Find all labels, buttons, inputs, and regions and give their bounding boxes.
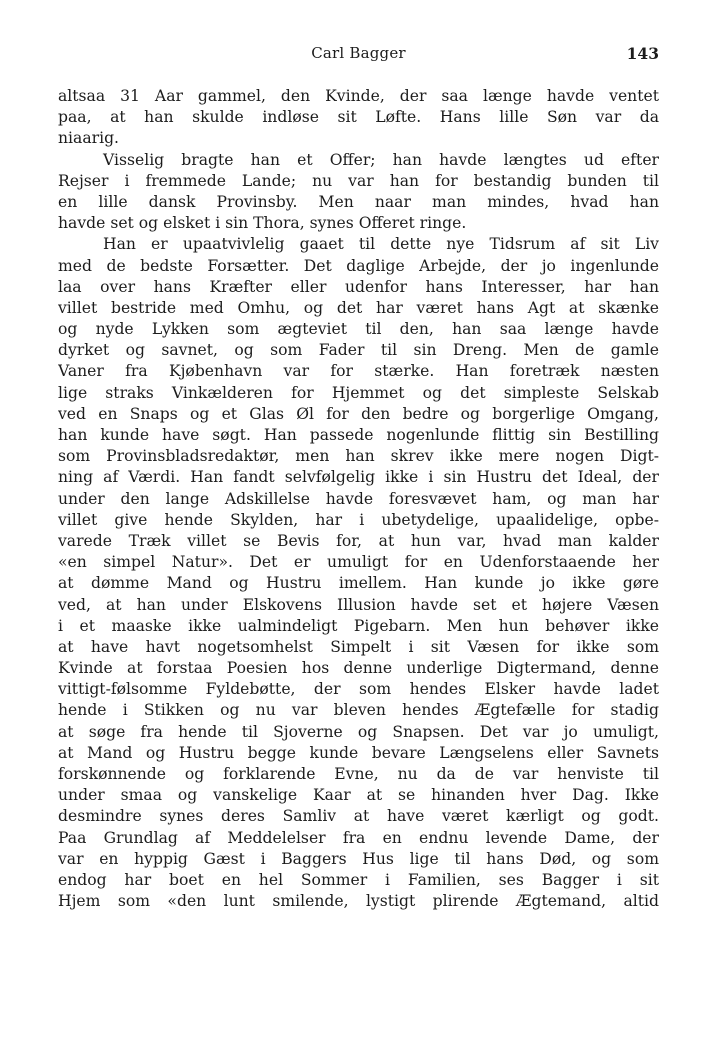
text-line: Vaner fra Kjøbenhavn var for stærke. Han foretræk næsten (58, 362, 659, 381)
text-line: en lille dansk Provinsby. Men naar man mindes, hvad han (58, 192, 659, 211)
text-line: Paa Grundlag af Meddelelser fra en endnu levende Dame, der (58, 828, 659, 847)
text-line: Visselig bragte han et Offer; han havde længtes ud efter (103, 150, 659, 169)
text-line: ved en Snaps og et Glas Øl for den bedre og borgerlige Omgang, (58, 404, 659, 423)
running-title: Carl Bagger (311, 44, 406, 62)
text-line: vittigt-følsomme Fyldebøtte, der som hendes Elsker havde ladet (58, 680, 659, 699)
text-line: paa, at han skulde indløse sit Løfte. Hans lille Søn var da (58, 108, 659, 127)
text-line: villet give hende Skylden, har i ubetydelige, upaalidelige, opbe- (58, 510, 659, 529)
text-line: ved, at han under Elskovens Illusion havde set et højere Væsen (58, 595, 659, 614)
text-line: ning af Værdi. Han fandt selvfølgelig ikke i sin Hustru det Ideal, der (58, 468, 659, 487)
text-line: var en hyppig Gæst i Baggers Hus lige til hans Død, og som (58, 849, 659, 868)
text-line: altsaa 31 Aar gammel, den Kvinde, der saa længe havde ventet (58, 87, 659, 105)
text-line: med de bedste Forsætter. Det daglige Arbejde, der jo ingenlunde (58, 256, 659, 275)
text-line: at søge fra hende til Sjoverne og Snapsen. Det var jo umuligt, (58, 722, 659, 741)
text-line: villet bestride med Omhu, og det har været hans Agt at skænke (58, 298, 659, 317)
text-line: Han er upaatvivlelig gaaet til dette nye Tidsrum af sit Liv (103, 235, 659, 254)
text-line: at have havt nogetsomhelst Simpelt i sit Væsen for ikke som (58, 637, 659, 656)
body-text (58, 86, 659, 912)
text-line: havde set og elsket i sin Thora, synes Offeret ringe. (58, 214, 467, 233)
text-line: Hjem som «den lunt smilende, lystigt plirende Ægtemand, altid (58, 892, 659, 911)
text-line: laa over hans Kræfter eller udenfor hans Interesser, har han (58, 277, 659, 296)
text-line: at Mand og Hustru begge kunde bevare Længselens eller Savnets (58, 743, 659, 762)
text-line: under smaa og vanskelige Kaar at se hinanden hver Dag. Ikke (58, 786, 659, 805)
running-head (58, 44, 659, 66)
text-line: han kunde have søgt. Han passede nogenlunde flittig sin Bestilling (58, 426, 659, 444)
text-line: Rejser i fremmede Lande; nu var han for bestandig bunden til (58, 171, 659, 190)
text-line: endog har boet en hel Sommer i Familien, ses Bagger i sit (58, 870, 659, 889)
text-line: «en simpel Natur». Det er umuligt for en Udenforstaaende her (58, 553, 659, 572)
text-line: Kvinde at forstaa Poesien hos denne underlige Digtermand, denne (58, 659, 659, 678)
text-line: forskønnende og forklarende Evne, nu da de var henviste til (58, 765, 659, 783)
text-line: niaarig. (58, 129, 120, 148)
page-number: 143 (626, 44, 659, 63)
text-line: desmindre synes deres Samliv at have været kærligt og godt. (58, 807, 659, 826)
text-line: under den lange Adskillelse havde foresvævet ham, og man har (58, 489, 659, 508)
text-line: dyrket og savnet, og som Fader til sin Dreng. Men de gamle (58, 341, 659, 360)
text-line: varede Træk villet se Bevis for, at hun var, hvad man kalder (58, 531, 659, 550)
text-line: som Provinsbladsredaktør, men han skrev ikke mere nogen Digt- (58, 447, 659, 466)
text-line: i et maaske ikke ualmindeligt Pigebarn. Men hun behøver ikke (58, 616, 659, 635)
text-line: hende i Stikken og nu var bleven hendes Ægtefælle for stadig (58, 701, 659, 720)
text-line: lige straks Vinkælderen for Hjemmet og det simpleste Selskab (58, 383, 659, 402)
text-line: og nyde Lykken som ægteviet til den, han saa længe havde (58, 320, 659, 339)
text-line: at dømme Mand og Hustru imellem. Han kunde jo ikke gøre (58, 574, 659, 593)
